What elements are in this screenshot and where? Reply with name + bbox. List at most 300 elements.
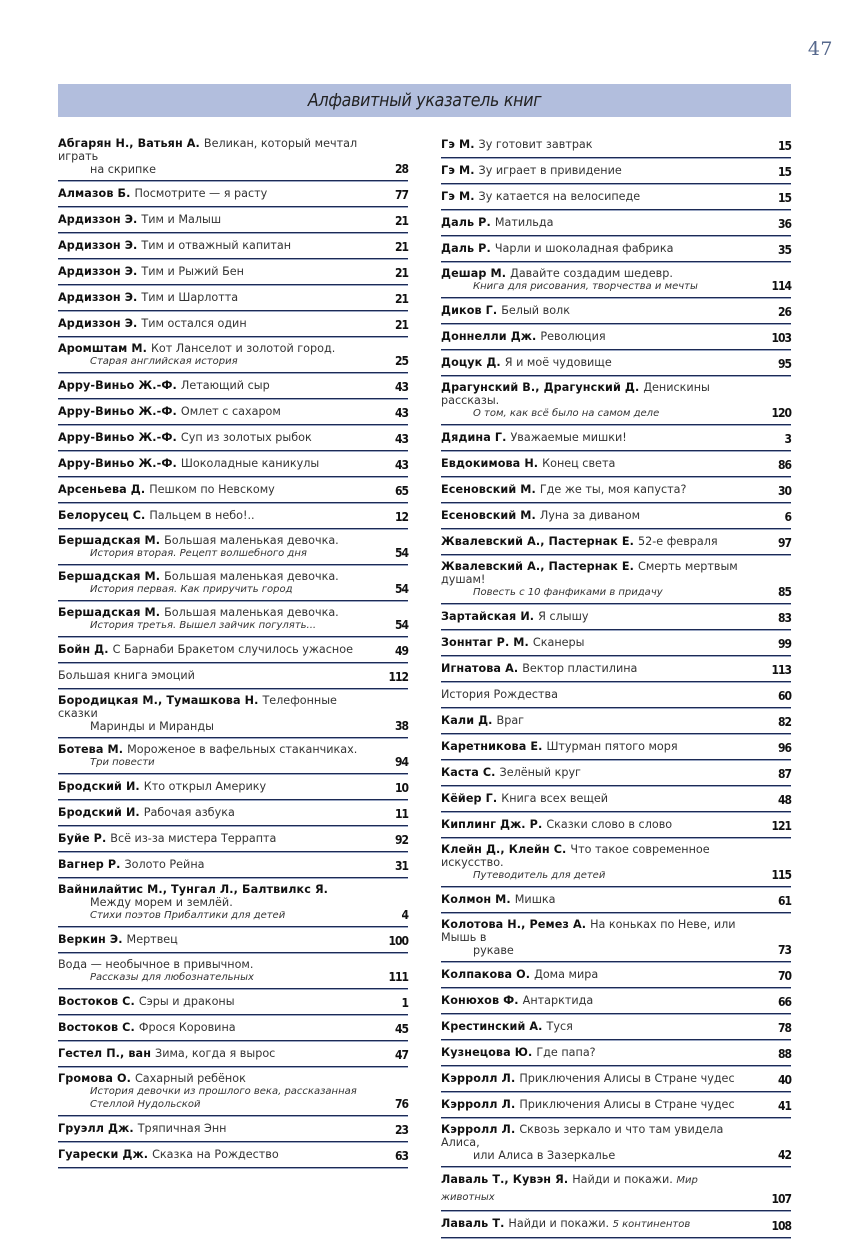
index-entry	[441, 377, 791, 425]
entry-page-number: 86	[777, 458, 791, 472]
entry-author: Груэлл Дж.	[58, 1122, 134, 1135]
entry-title: Враг	[496, 714, 525, 727]
index-entry	[58, 478, 408, 503]
entry-text	[58, 668, 386, 684]
entry-text	[441, 918, 769, 957]
entry-page-number: 10	[394, 781, 408, 795]
entry-title: На коньках по Неве, или Мышь в	[441, 918, 736, 944]
entry-author: Кэрролл Л.	[441, 1072, 516, 1085]
entry-title: Тим остался один	[141, 317, 247, 330]
index-entry	[441, 888, 791, 913]
index-entry	[58, 208, 408, 233]
entry-title: Зелёный круг	[499, 766, 581, 779]
entry-title: Тим и Малыш	[141, 213, 222, 226]
entry-title: Книга всех вещей	[501, 792, 609, 805]
index-entry	[441, 813, 791, 838]
index-entry	[58, 690, 408, 738]
entry-author: Киплинг Дж. Р.	[441, 818, 543, 831]
entry-text	[441, 609, 769, 625]
entry-text	[441, 329, 769, 345]
entry-text	[441, 635, 769, 651]
index-entry	[58, 1117, 408, 1142]
entry-page-number: 49	[394, 644, 408, 658]
entry-title-continuation: рукаве	[473, 944, 514, 957]
entry-author: Белорусец С.	[58, 509, 146, 522]
entry-title: Кто открыл Америку	[143, 780, 267, 793]
entry-author: Драгунский В., Драгунский Д.	[441, 381, 640, 394]
entry-title: Тим и Рыжий Бен	[141, 265, 244, 278]
entry-title: Сказки слово в слово	[546, 818, 673, 831]
entry-text	[58, 137, 386, 176]
entry-text	[441, 892, 769, 908]
entry-page-number: 54	[394, 546, 408, 560]
entry-page-number: 111	[388, 970, 408, 984]
entry-author: Каретникова Е.	[441, 740, 543, 753]
entry-title: Где же ты, моя капуста?	[539, 483, 687, 496]
entry-subtitle: Путеводитель для детей	[473, 870, 606, 881]
entry-title: Рабочая азбука	[143, 806, 235, 819]
index-entry	[441, 914, 791, 962]
entry-page-number: 3	[784, 432, 791, 446]
entry-author: Кэрролл Л.	[441, 1123, 516, 1136]
index-entry	[441, 761, 791, 786]
entry-page-number: 21	[394, 240, 408, 254]
entry-title: Кот Ланселот и золотой город.	[150, 342, 336, 355]
entry-text	[58, 831, 386, 847]
entry-author: Даль Р.	[441, 216, 491, 229]
entry-author: Алмазов Б.	[58, 187, 131, 200]
index-entry	[58, 286, 408, 311]
entry-text	[58, 430, 386, 446]
index-entry	[441, 631, 791, 656]
index-entry	[441, 325, 791, 350]
index-entry	[58, 954, 408, 989]
entry-text	[441, 1019, 769, 1035]
entry-text	[441, 241, 769, 257]
entry-text	[441, 215, 769, 231]
entry-author: Громова О.	[58, 1072, 131, 1085]
entry-author: Конюхов Ф.	[441, 994, 519, 1007]
index-column-right	[441, 133, 791, 1239]
entry-title-continuation: Между морем и землёй.	[90, 896, 233, 909]
entry-author: Есеновский М.	[441, 509, 536, 522]
entry-subtitle: Книга для рисования, творчества и мечты	[473, 281, 698, 292]
index-entry	[58, 260, 408, 285]
entry-text	[441, 381, 769, 420]
entry-text	[58, 264, 386, 280]
entry-text	[58, 212, 386, 228]
section-header	[58, 84, 791, 117]
index-entry	[58, 566, 408, 601]
entry-text	[58, 316, 386, 332]
entry-page-number: 48	[777, 793, 791, 807]
entry-text	[441, 456, 769, 472]
entry-text	[58, 857, 386, 873]
entry-text	[441, 303, 769, 319]
entry-page-number: 78	[777, 1021, 791, 1035]
entry-author: Бродский И.	[58, 806, 140, 819]
entry-page-number: 120	[771, 406, 791, 420]
index-entry	[58, 452, 408, 477]
entry-author: Колотова Н., Ремез А.	[441, 918, 587, 931]
entry-title: Уважаемые мишки!	[510, 431, 627, 444]
entry-text	[441, 817, 769, 833]
entry-text	[58, 404, 386, 420]
entry-page-number: 45	[394, 1022, 408, 1036]
entry-text	[58, 1121, 386, 1137]
entry-title: Всё из-за мистера Террапта	[110, 832, 277, 845]
entry-title: Денискины рассказы.	[441, 381, 710, 407]
entry-author: Аромштам М.	[58, 342, 147, 355]
entry-author: Диков Г.	[441, 304, 498, 317]
entry-text	[441, 1216, 769, 1233]
entry-author: Гестел П., ван	[58, 1047, 152, 1060]
entry-author: Бершадская М.	[58, 606, 161, 619]
entry-author: Ардиззон Э.	[58, 265, 138, 278]
entry-title: 52-е февраля	[638, 535, 718, 548]
index-entry	[441, 963, 791, 988]
entry-author: Бойн Д.	[58, 643, 109, 656]
entry-title: Где папа?	[536, 1046, 596, 1059]
entry-page-number: 36	[777, 217, 791, 231]
entry-text	[441, 1045, 769, 1061]
entry-page-number: 21	[394, 214, 408, 228]
entry-author: Доцук Д.	[441, 356, 501, 369]
index-entry	[441, 133, 791, 158]
entry-title: Штурман пятого моря	[546, 740, 678, 753]
index-entry	[441, 657, 791, 682]
entry-author: Клейн Д., Клейн С.	[441, 843, 567, 856]
entry-page-number: 54	[394, 618, 408, 632]
index-entry	[441, 1119, 791, 1167]
entry-title: Зу готовит завтрак	[478, 138, 593, 151]
index-entry	[441, 556, 791, 604]
entry-author: Арру-Виньо Ж.-Ф.	[58, 405, 177, 418]
entry-page-number: 1	[401, 996, 408, 1010]
entry-page-number: 65	[394, 484, 408, 498]
entry-title-continuation: на скрипке	[90, 163, 156, 176]
entry-text	[441, 791, 769, 807]
entry-text	[58, 1046, 386, 1062]
entry-text	[58, 779, 386, 795]
entry-title: Я и моё чудовище	[504, 356, 612, 369]
entry-title: Чарли и шоколадная фабрика	[494, 242, 674, 255]
entry-page-number: 38	[394, 719, 408, 733]
index-entry	[58, 1143, 408, 1168]
entry-page-number: 12	[394, 510, 408, 524]
entry-title: Большая книга эмоций	[58, 669, 195, 682]
entry-title: Фрося Коровина	[138, 1021, 236, 1034]
index-entry	[441, 237, 791, 262]
entry-author: Буйе Р.	[58, 832, 107, 845]
entry-title: Смерть мертвым душам!	[441, 560, 738, 586]
entry-subtitle: О том, как всё было на самом деле	[473, 408, 660, 419]
entry-title: Мертвец	[126, 933, 178, 946]
entry-author: Колмон М.	[441, 893, 511, 906]
entry-author: Гэ М.	[441, 190, 475, 203]
entry-text	[441, 765, 769, 781]
entry-title: С Барнаби Бракетом случилось ужасное	[112, 643, 353, 656]
entry-title: Найди и покажи.	[508, 1217, 610, 1230]
index-entry	[441, 683, 791, 708]
entry-text	[58, 1072, 386, 1111]
entry-text	[441, 189, 769, 205]
entry-text	[441, 843, 769, 882]
index-entry	[58, 182, 408, 207]
index-entry	[441, 1212, 791, 1238]
entry-author: Гуарески Дж.	[58, 1148, 149, 1161]
entry-author: Ардиззон Э.	[58, 317, 138, 330]
entry-subtitle: Повесть с 10 фанфиками в придачу	[473, 587, 663, 598]
entry-text	[441, 267, 769, 293]
entry-title: Антарктида	[522, 994, 594, 1007]
index-entry	[58, 400, 408, 425]
entry-page-number: 107	[771, 1192, 791, 1206]
index-entry	[441, 185, 791, 210]
entry-text	[441, 967, 769, 983]
index-entry	[441, 787, 791, 812]
entry-author: Колпакова О.	[441, 968, 531, 981]
index-entry	[58, 664, 408, 689]
entry-author: Гэ М.	[441, 138, 475, 151]
entry-author: Евдокимова Н.	[441, 457, 539, 470]
entry-text	[58, 290, 386, 306]
index-entry	[441, 605, 791, 630]
entry-author: Ардиззон Э.	[58, 291, 138, 304]
entry-text	[441, 993, 769, 1009]
entry-page-number: 115	[771, 868, 791, 882]
entry-text	[441, 137, 769, 153]
entry-page-number: 121	[771, 819, 791, 833]
index-entry	[58, 338, 408, 373]
entry-title: Матильда	[494, 216, 554, 229]
entry-page-number: 4	[401, 908, 408, 922]
entry-author: Веркин Э.	[58, 933, 123, 946]
entry-title: Шоколадные каникулы	[180, 457, 320, 470]
entry-title: Зу играет в привидение	[478, 164, 622, 177]
entry-title: Дома мира	[534, 968, 599, 981]
entry-page-number: 112	[388, 670, 408, 684]
index-entry	[441, 1067, 791, 1092]
entry-page-number: 47	[394, 1048, 408, 1062]
entry-title: Найди и покажи.	[572, 1173, 673, 1186]
entry-title: Тим и Шарлотта	[141, 291, 239, 304]
index-entry	[441, 426, 791, 451]
entry-page-number: 99	[777, 637, 791, 651]
entry-title: Конец света	[542, 457, 616, 470]
entry-text	[441, 508, 769, 524]
entry-text	[441, 163, 769, 179]
entry-text	[58, 958, 386, 984]
entry-title: Сказка на Рождество	[152, 1148, 279, 1161]
index-entry	[441, 530, 791, 555]
entry-author: Есеновский М.	[441, 483, 536, 496]
entry-text	[58, 534, 386, 560]
index-entry	[441, 839, 791, 887]
entry-text	[441, 430, 769, 446]
entry-page-number: 43	[394, 380, 408, 394]
entry-page-number: 100	[388, 934, 408, 948]
entry-title: Революция	[540, 330, 606, 343]
entry-title-continuation: Маринды и Миранды	[90, 720, 214, 733]
entry-page-number: 15	[777, 191, 791, 205]
entry-text	[58, 508, 386, 524]
entry-page-number: 41	[777, 1099, 791, 1113]
entry-author: Арру-Виньо Ж.-Ф.	[58, 431, 177, 444]
index-entry	[441, 478, 791, 503]
entry-text	[441, 687, 769, 703]
index-entry	[58, 1016, 408, 1041]
entry-title: Омлет с сахаром	[180, 405, 281, 418]
entry-text	[441, 713, 769, 729]
index-entry	[58, 879, 408, 927]
entry-author: Абгарян Н., Ватьян А.	[58, 137, 200, 150]
entry-title: Мороженое в вафельных стаканчиках.	[127, 743, 358, 756]
entry-title: Вектор пластилина	[522, 662, 638, 675]
entry-page-number: 54	[394, 582, 408, 596]
index-entry	[58, 312, 408, 337]
entry-title: Сканеры	[532, 636, 585, 649]
entry-page-number: 82	[777, 715, 791, 729]
entry-page-number: 85	[777, 585, 791, 599]
entry-title: Давайте создадим шедевр.	[510, 267, 673, 280]
entry-title: Сахарный ребёнок	[134, 1072, 246, 1085]
entry-text	[441, 482, 769, 498]
entry-page-number: 30	[777, 484, 791, 498]
entry-subtitle: Стихи поэтов Прибалтики для детей	[90, 910, 286, 921]
entry-author: Доннелли Дж.	[441, 330, 537, 343]
entry-author: Кузнецова Ю.	[441, 1046, 533, 1059]
entry-title: Летающий сыр	[180, 379, 270, 392]
entry-page-number: 97	[777, 536, 791, 550]
entry-author: Ардиззон Э.	[58, 213, 138, 226]
entry-title: Телефонные сказки	[58, 694, 337, 720]
entry-title: Великан, который мечтал играть	[58, 137, 358, 163]
entry-page-number: 88	[777, 1047, 791, 1061]
index-entry	[441, 1015, 791, 1040]
index-entry	[58, 1068, 408, 1116]
entry-page-number: 76	[394, 1097, 408, 1111]
entry-page-number: 94	[394, 755, 408, 769]
index-entry	[441, 1041, 791, 1066]
entry-author: Даль Р.	[441, 242, 491, 255]
entry-text	[58, 694, 386, 733]
entry-title: История Рождества	[441, 688, 558, 701]
entry-page-number: 28	[394, 162, 408, 176]
entry-title: Большая маленькая девочка.	[164, 606, 339, 619]
entry-page-number: 35	[777, 243, 791, 257]
entry-page-number: 40	[777, 1073, 791, 1087]
entry-page-number: 43	[394, 432, 408, 446]
entry-text	[441, 1172, 769, 1206]
entry-page-number: 63	[394, 1149, 408, 1163]
entry-author: Кёйер Г.	[441, 792, 498, 805]
section-title: Алфавитный указатель книг	[307, 90, 542, 111]
entry-page-number: 103	[771, 331, 791, 345]
entry-text	[58, 743, 386, 769]
entry-page-number: 60	[777, 689, 791, 703]
entry-page-number: 25	[394, 354, 408, 368]
entry-author: Вагнер Р.	[58, 858, 121, 871]
entry-author: Зоннтаг Р. М.	[441, 636, 529, 649]
index-entry	[58, 853, 408, 878]
entry-text	[441, 560, 769, 599]
index-entry	[441, 504, 791, 529]
entry-text	[441, 1097, 769, 1113]
entry-text	[58, 642, 386, 658]
index-entry	[58, 739, 408, 774]
index-entry	[58, 133, 408, 181]
entry-title-continuation: или Алиса в Зазеркалье	[473, 1149, 616, 1162]
entry-title: Суп из золотых рыбок	[180, 431, 312, 444]
index-entry	[441, 452, 791, 477]
entry-page-number: 31	[394, 859, 408, 873]
entry-text	[441, 739, 769, 755]
entry-page-number: 70	[777, 969, 791, 983]
entry-text	[441, 355, 769, 371]
entry-text	[441, 1123, 769, 1162]
entry-title: Приключения Алисы в Стране чудес	[519, 1098, 735, 1111]
entry-text	[58, 342, 386, 368]
entry-title: Мишка	[514, 893, 556, 906]
entry-page-number: 96	[777, 741, 791, 755]
entry-author: Ардиззон Э.	[58, 239, 138, 252]
entry-author: Кэрролл Л.	[441, 1098, 516, 1111]
entry-page-number: 83	[777, 611, 791, 625]
index-entry	[58, 504, 408, 529]
entry-title: Золото Рейна	[124, 858, 205, 871]
entry-author: Вайнилайтис М., Тунгал Л., Балтвилкс Я.	[58, 883, 329, 896]
entry-page-number: 15	[777, 165, 791, 179]
entry-author: Арсеньева Д.	[58, 483, 146, 496]
entry-page-number: 77	[394, 188, 408, 202]
entry-subtitle: Старая английская история	[90, 356, 238, 367]
entry-author: Игнатова А.	[441, 662, 519, 675]
entry-title: Большая маленькая девочка.	[164, 534, 339, 547]
entry-title: Приключения Алисы в Стране чудес	[519, 1072, 735, 1085]
index-entry	[441, 1168, 791, 1211]
entry-subtitle: История первая. Как приручить город	[90, 584, 293, 595]
entry-text	[58, 238, 386, 254]
index-entry	[58, 374, 408, 399]
entry-page-number: 11	[394, 807, 408, 821]
entry-text	[441, 661, 769, 677]
entry-subtitle: История девочки из прошлого века, рассказанная Стеллой Нудольской	[90, 1086, 357, 1110]
entry-text	[58, 482, 386, 498]
entry-author: Лаваль Т.	[441, 1217, 505, 1230]
entry-author: Дядина Г.	[441, 431, 507, 444]
entry-author: Бершадская М.	[58, 570, 161, 583]
entry-title: Сэры и драконы	[138, 995, 235, 1008]
entry-page-number: 114	[771, 279, 791, 293]
entry-text	[441, 1071, 769, 1087]
entry-author: Крестинский А.	[441, 1020, 543, 1033]
entry-page-number: 21	[394, 292, 408, 306]
entry-title: Белый волк	[501, 304, 570, 317]
entry-title: Тряпичная Энн	[137, 1122, 227, 1135]
entry-author: Лаваль Т., Кувэн Я.	[441, 1173, 569, 1186]
entry-title: Зима, когда я вырос	[155, 1047, 276, 1060]
entry-page-number: 92	[394, 833, 408, 847]
index-entry	[58, 801, 408, 826]
index-entry	[441, 211, 791, 236]
entry-subtitle: Мир животных	[441, 1175, 698, 1203]
entry-text	[58, 994, 386, 1010]
index-entry	[58, 602, 408, 637]
index-entry	[58, 530, 408, 565]
entry-author: Зартайская И.	[441, 610, 535, 623]
entry-author: Арру-Виньо Ж.-Ф.	[58, 379, 177, 392]
